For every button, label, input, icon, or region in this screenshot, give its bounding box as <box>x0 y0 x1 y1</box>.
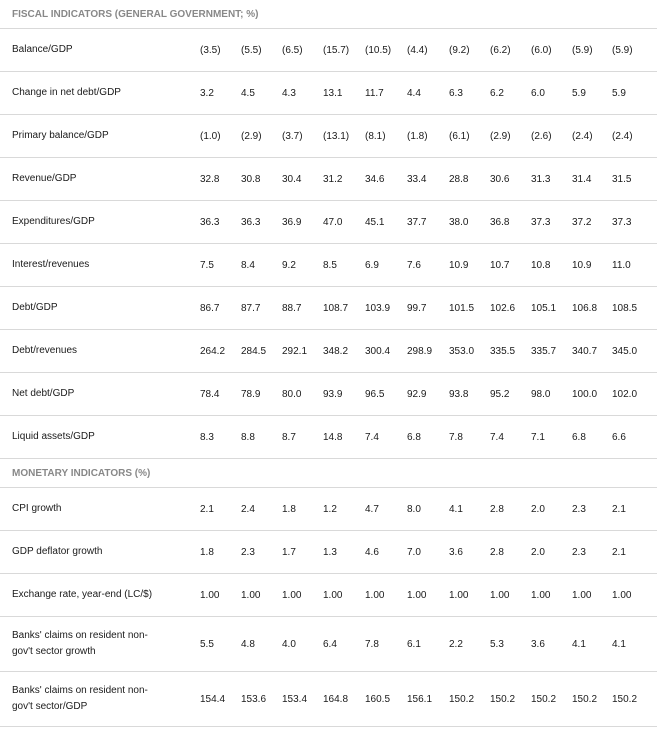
table-cell: 3.2 <box>200 72 241 115</box>
table-cell: 156.1 <box>407 672 449 727</box>
table-cell: 2.4 <box>241 488 282 531</box>
table-cell: 6.3 <box>449 72 490 115</box>
table-row <box>0 330 657 373</box>
table-cell: 4.0 <box>282 617 323 672</box>
table-cell: 11.0 <box>612 244 657 287</box>
table-row <box>0 201 657 244</box>
table-cell: 1.2 <box>323 488 365 531</box>
table-cell: (2.9) <box>490 115 531 158</box>
table-cell: 102.6 <box>490 287 531 330</box>
table-cell: 5.5 <box>200 617 241 672</box>
table-cell: 2.8 <box>490 531 531 574</box>
table-cell: 6.8 <box>407 416 449 459</box>
table-cell: 7.1 <box>531 416 572 459</box>
table-cell: 95.2 <box>490 373 531 416</box>
table-cell: 8.8 <box>241 416 282 459</box>
table-cell: 150.2 <box>490 672 531 727</box>
table-cell: 78.4 <box>200 373 241 416</box>
table-cell: 2.0 <box>531 531 572 574</box>
table-cell: 300.4 <box>365 330 407 373</box>
section-heading: MONETARY INDICATORS (%) <box>0 459 657 488</box>
table-cell: 2.3 <box>572 531 612 574</box>
table-cell: (2.4) <box>572 115 612 158</box>
table-cell: 93.9 <box>323 373 365 416</box>
table-cell: 8.0 <box>407 488 449 531</box>
table-cell: 45.1 <box>365 201 407 244</box>
table-cell: 38.0 <box>449 201 490 244</box>
table-cell: 154.4 <box>200 672 241 727</box>
table-cell: 80.0 <box>282 373 323 416</box>
table-cell: 7.0 <box>407 531 449 574</box>
table-cell: 8.7 <box>282 416 323 459</box>
table-cell: (8.1) <box>365 115 407 158</box>
fiscal-section-header <box>0 0 657 29</box>
table-cell: 2.2 <box>449 617 490 672</box>
table-row <box>0 287 657 330</box>
table-cell: 2.1 <box>612 531 657 574</box>
table-cell: 292.1 <box>282 330 323 373</box>
row-label: Net debt/GDP <box>0 373 200 416</box>
table-cell: 106.8 <box>572 287 612 330</box>
table-cell: 164.8 <box>323 672 365 727</box>
table-cell: 47.0 <box>323 201 365 244</box>
monetary-section-header <box>0 459 657 488</box>
table-cell: 298.9 <box>407 330 449 373</box>
table-cell: 345.0 <box>612 330 657 373</box>
table-cell: (6.2) <box>490 29 531 72</box>
table-cell: 88.7 <box>282 287 323 330</box>
table-cell: 5.9 <box>572 72 612 115</box>
table-row <box>0 488 657 531</box>
table-cell: 150.2 <box>572 672 612 727</box>
table-cell: 7.5 <box>200 244 241 287</box>
table-cell: 153.4 <box>282 672 323 727</box>
table-row <box>0 72 657 115</box>
table-cell: 36.8 <box>490 201 531 244</box>
table-cell: 78.9 <box>241 373 282 416</box>
table-cell: 30.8 <box>241 158 282 201</box>
table-cell: 101.5 <box>449 287 490 330</box>
row-label: Change in net debt/GDP <box>0 72 200 115</box>
table-row <box>0 158 657 201</box>
table-cell: 28.8 <box>449 158 490 201</box>
table-cell: 1.00 <box>282 574 323 617</box>
table-cell: 37.7 <box>407 201 449 244</box>
table-cell: 37.3 <box>531 201 572 244</box>
table-cell: (6.0) <box>531 29 572 72</box>
table-cell: 8.4 <box>241 244 282 287</box>
table-row <box>0 531 657 574</box>
table-cell: (1.8) <box>407 115 449 158</box>
table-row <box>0 617 657 672</box>
table-cell: 335.5 <box>490 330 531 373</box>
table-cell: 4.4 <box>407 72 449 115</box>
table-cell: 31.5 <box>612 158 657 201</box>
table-cell: 4.6 <box>365 531 407 574</box>
row-label: Debt/GDP <box>0 287 200 330</box>
table-cell: 102.0 <box>612 373 657 416</box>
table-cell: 6.4 <box>323 617 365 672</box>
table-cell: 36.3 <box>241 201 282 244</box>
table-cell: 99.7 <box>407 287 449 330</box>
table-cell: 7.4 <box>490 416 531 459</box>
table-cell: (2.9) <box>241 115 282 158</box>
table-cell: (5.9) <box>612 29 657 72</box>
row-label: Revenue/GDP <box>0 158 200 201</box>
table-cell: 4.5 <box>241 72 282 115</box>
table-cell: 105.1 <box>531 287 572 330</box>
table-cell: 8.3 <box>200 416 241 459</box>
table-cell: 13.1 <box>323 72 365 115</box>
row-label: GDP deflator growth <box>0 531 200 574</box>
table-cell: 6.2 <box>490 72 531 115</box>
table-cell: 6.9 <box>365 244 407 287</box>
table-cell: (10.5) <box>365 29 407 72</box>
row-label: Expenditures/GDP <box>0 201 200 244</box>
table-cell: 2.1 <box>200 488 241 531</box>
table-cell: 108.5 <box>612 287 657 330</box>
table-cell: 34.6 <box>365 158 407 201</box>
table-cell: 335.7 <box>531 330 572 373</box>
table-row <box>0 244 657 287</box>
table-cell: 1.00 <box>407 574 449 617</box>
table-cell: 37.2 <box>572 201 612 244</box>
table-cell: (3.5) <box>200 29 241 72</box>
row-label: Banks' claims on resident non-gov't sector growth <box>0 617 200 672</box>
table-cell: 10.8 <box>531 244 572 287</box>
table-cell: 2.0 <box>531 488 572 531</box>
table-cell: 1.7 <box>282 531 323 574</box>
table-cell: 10.7 <box>490 244 531 287</box>
table-cell: 32.8 <box>200 158 241 201</box>
table-cell: 160.5 <box>365 672 407 727</box>
table-cell: 150.2 <box>449 672 490 727</box>
table-cell: (15.7) <box>323 29 365 72</box>
table-cell: (5.5) <box>241 29 282 72</box>
table-cell: 103.9 <box>365 287 407 330</box>
table-cell: 100.0 <box>572 373 612 416</box>
table-cell: 8.5 <box>323 244 365 287</box>
table-cell: 340.7 <box>572 330 612 373</box>
table-cell: 14.8 <box>323 416 365 459</box>
table-cell: 4.1 <box>572 617 612 672</box>
table-cell: 1.8 <box>282 488 323 531</box>
table-cell: 10.9 <box>449 244 490 287</box>
table-cell: 1.00 <box>323 574 365 617</box>
table-cell: 6.0 <box>531 72 572 115</box>
table-cell: 3.6 <box>531 617 572 672</box>
table-cell: 33.4 <box>407 158 449 201</box>
table-cell: 31.2 <box>323 158 365 201</box>
table-cell: 1.3 <box>323 531 365 574</box>
table-cell: 1.00 <box>612 574 657 617</box>
table-cell: 98.0 <box>531 373 572 416</box>
table-row <box>0 373 657 416</box>
table-cell: (4.4) <box>407 29 449 72</box>
table-cell: 1.00 <box>449 574 490 617</box>
table-cell: 93.8 <box>449 373 490 416</box>
table-cell: 31.4 <box>572 158 612 201</box>
table-cell: 150.2 <box>612 672 657 727</box>
table-cell: 2.8 <box>490 488 531 531</box>
table-cell: 4.1 <box>612 617 657 672</box>
table-cell: 150.2 <box>531 672 572 727</box>
table-row <box>0 574 657 617</box>
table-cell: 353.0 <box>449 330 490 373</box>
table-cell: 1.00 <box>531 574 572 617</box>
table-cell: 1.00 <box>365 574 407 617</box>
table-cell: 37.3 <box>612 201 657 244</box>
table-cell: 2.1 <box>612 488 657 531</box>
table-cell: 348.2 <box>323 330 365 373</box>
table-cell: (2.4) <box>612 115 657 158</box>
row-label: Banks' claims on resident non-gov't sector/GDP <box>0 672 200 727</box>
table-cell: 1.00 <box>572 574 612 617</box>
table-cell: 7.8 <box>365 617 407 672</box>
table-cell: 10.9 <box>572 244 612 287</box>
table-cell: 86.7 <box>200 287 241 330</box>
table-cell: 108.7 <box>323 287 365 330</box>
table-cell: 7.6 <box>407 244 449 287</box>
table-cell: 31.3 <box>531 158 572 201</box>
table-cell: (5.9) <box>572 29 612 72</box>
table-cell: (3.7) <box>282 115 323 158</box>
table-row <box>0 416 657 459</box>
table-cell: 7.4 <box>365 416 407 459</box>
table-cell: 7.8 <box>449 416 490 459</box>
table-row <box>0 115 657 158</box>
table-cell: (9.2) <box>449 29 490 72</box>
section-heading: FISCAL INDICATORS (GENERAL GOVERNMENT; %) <box>0 0 657 29</box>
table-cell: 9.2 <box>282 244 323 287</box>
table-cell: 30.4 <box>282 158 323 201</box>
table-cell: 36.3 <box>200 201 241 244</box>
table-cell: 96.5 <box>365 373 407 416</box>
table-cell: 4.1 <box>449 488 490 531</box>
table-cell: (6.1) <box>449 115 490 158</box>
table-cell: 1.00 <box>241 574 282 617</box>
table-cell: 6.1 <box>407 617 449 672</box>
row-label: Debt/revenues <box>0 330 200 373</box>
table-cell: (13.1) <box>323 115 365 158</box>
table-cell: (2.6) <box>531 115 572 158</box>
table-cell: 2.3 <box>241 531 282 574</box>
table-cell: 1.8 <box>200 531 241 574</box>
table-cell: 6.8 <box>572 416 612 459</box>
table-cell: 5.3 <box>490 617 531 672</box>
table-cell: 6.6 <box>612 416 657 459</box>
table-cell: 92.9 <box>407 373 449 416</box>
table-cell: 30.6 <box>490 158 531 201</box>
row-label: Exchange rate, year-end (LC/$) <box>0 574 200 617</box>
table-cell: 284.5 <box>241 330 282 373</box>
table-row <box>0 29 657 72</box>
row-label: Balance/GDP <box>0 29 200 72</box>
table-cell: 2.3 <box>572 488 612 531</box>
table-cell: 4.7 <box>365 488 407 531</box>
table-cell: 1.00 <box>200 574 241 617</box>
table-cell: 4.3 <box>282 72 323 115</box>
table-cell: 36.9 <box>282 201 323 244</box>
table-cell: 264.2 <box>200 330 241 373</box>
table-cell: (1.0) <box>200 115 241 158</box>
table-cell: 1.00 <box>490 574 531 617</box>
table-cell: 3.6 <box>449 531 490 574</box>
table-cell: (6.5) <box>282 29 323 72</box>
table-cell: 5.9 <box>612 72 657 115</box>
table-cell: 4.8 <box>241 617 282 672</box>
row-label: Primary balance/GDP <box>0 115 200 158</box>
row-label: CPI growth <box>0 488 200 531</box>
table-cell: 153.6 <box>241 672 282 727</box>
table-cell: 87.7 <box>241 287 282 330</box>
table-row <box>0 672 657 727</box>
table-cell: 11.7 <box>365 72 407 115</box>
row-label: Liquid assets/GDP <box>0 416 200 459</box>
row-label: Interest/revenues <box>0 244 200 287</box>
